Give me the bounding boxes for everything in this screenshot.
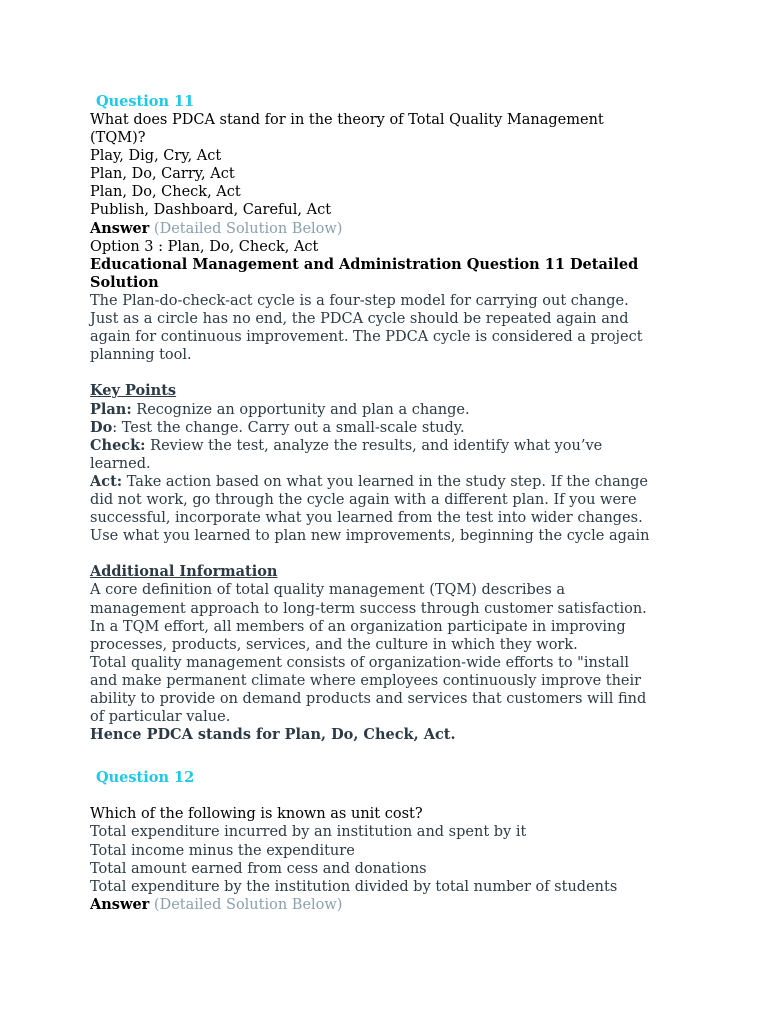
key-points-list <box>90 401 690 546</box>
additional-line: and make permanent climate where employees continuously improve their <box>90 672 642 689</box>
key-points-heading: Key Points <box>90 382 177 400</box>
q11-option-3: Plan, Do, Check, Act <box>90 184 241 201</box>
question-11-text-line-1: What does PDCA stand for in the theory of Total Quality Management <box>90 112 604 128</box>
q11-solution-title-line-2: Solution <box>90 273 159 291</box>
q12-options <box>90 823 690 895</box>
key-point-check-cont: learned. <box>90 455 151 472</box>
key-point-plan <box>90 401 690 419</box>
key-point-act <box>90 473 690 491</box>
key-point-check <box>90 437 690 455</box>
q11-answer-label: Answer <box>90 219 150 237</box>
check-text: Review the test, analyze the results, and identify what you’ve <box>145 437 603 454</box>
q11-conclusion: Hence PDCA stands for Plan, Do, Check, Act. <box>90 726 456 744</box>
act-label: Act: <box>90 472 123 490</box>
q12-answer-label: Answer <box>90 895 150 913</box>
spacer <box>90 744 690 768</box>
do-label: Do <box>90 418 113 436</box>
q12-answer-row <box>90 896 690 914</box>
q11-option-4: Publish, Dashboard, Careful, Act <box>90 202 332 219</box>
act-line: successful, incorporate what you learned from the test into wider changes. <box>90 510 643 527</box>
spacer <box>90 787 690 805</box>
additional-line: ability to provide on demand products and services that customers will find <box>90 691 647 707</box>
question-12-text: Which of the following is known as unit cost? <box>90 806 423 823</box>
question-11-text-line-2: (TQM)? <box>90 130 146 147</box>
additional-line: of particular value. <box>90 709 231 726</box>
q12-option-2: Total income minus the expenditure <box>90 842 355 859</box>
additional-info-heading: Additional Information <box>90 563 278 581</box>
additional-line: processes, products, services, and the culture in which they work. <box>90 636 578 653</box>
q12-option-1: Total expenditure incurred by an institution and spent by it <box>90 824 527 841</box>
q12-option-4: Total expenditure by the institution divided by total number of students <box>90 878 618 895</box>
q11-option-2: Plan, Do, Carry, Act <box>90 166 235 183</box>
spacer <box>90 364 690 382</box>
plan-label: Plan: <box>90 400 132 418</box>
additional-line: In a TQM effort, all members of an organization participate in improving <box>90 618 626 635</box>
key-points-heading-row <box>90 382 690 400</box>
q12-detailed-solution-link[interactable]: (Detailed Solution Below) <box>153 896 343 913</box>
document-page <box>90 92 690 914</box>
q11-option-1: Play, Dig, Cry, Act <box>90 148 222 165</box>
plan-text: Recognize an opportunity and plan a change. <box>131 401 470 418</box>
additional-line: Total quality management consists of organization-wide efforts to "install <box>90 654 630 671</box>
q11-solution-title-line-1: Educational Management and Administration Question 11 Detailed <box>90 255 639 273</box>
intro-line: Just as a circle has no end, the PDCA cycle should be repeated again and <box>90 311 629 328</box>
additional-heading-row <box>90 563 690 581</box>
intro-line: planning tool. <box>90 347 192 364</box>
intro-line: The Plan-do-check-act cycle is a four-step model for carrying out change. <box>90 292 629 309</box>
additional-line: management approach to long-term success through customer satisfaction. <box>90 600 647 617</box>
intro-line: again for continuous improvement. The PDCA cycle is considered a project <box>90 329 643 346</box>
q11-detailed-solution-link[interactable]: (Detailed Solution Below) <box>153 220 343 237</box>
key-point-do <box>90 419 690 437</box>
act-line: did not work, go through the cycle again with a different plan. If you were <box>90 491 637 508</box>
act-line: Use what you learned to plan new improvements, beginning the cycle again <box>90 528 650 545</box>
q11-intro <box>90 292 690 364</box>
additional-line: A core definition of total quality management (TQM) describes a <box>90 582 566 599</box>
q11-answer-row <box>90 220 690 238</box>
spacer <box>90 545 690 563</box>
additional-info <box>90 581 690 744</box>
question-12-title: Question 12 <box>96 769 195 787</box>
q11-answer-value: Option 3 : Plan, Do, Check, Act <box>90 238 319 255</box>
q12-option-3: Total amount earned from cess and donations <box>90 860 427 877</box>
check-label: Check: <box>90 436 146 454</box>
question-11-title: Question 11 <box>96 93 195 110</box>
do-text: : Test the change. Carry out a small-scale study. <box>112 419 465 436</box>
act-text: Take action based on what you learned in the study step. If the change <box>122 473 648 490</box>
